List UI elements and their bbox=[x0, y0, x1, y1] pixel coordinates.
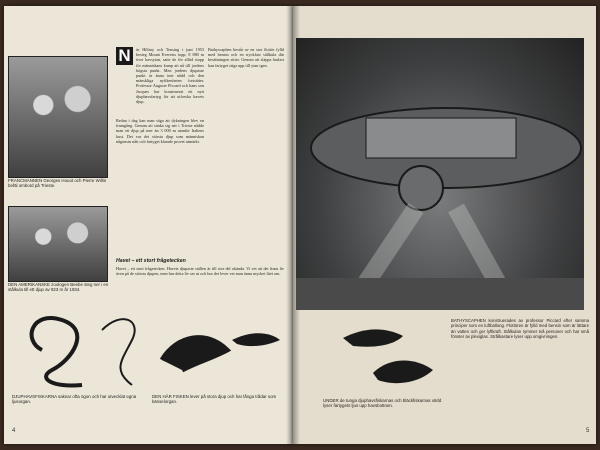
pressure-sphere bbox=[399, 166, 443, 210]
bathyscaphe-drawing bbox=[296, 38, 584, 310]
caption-amerikanske: DEN AMERIKANSKE zoologen Beebe steg ner i en stålkula till ett djup av 923 m år 1934. bbox=[8, 282, 109, 293]
anglerfish-1 bbox=[343, 329, 403, 346]
anglerfish-2 bbox=[373, 361, 433, 384]
page-number-right: 5 bbox=[586, 428, 590, 434]
caption-djuphavsfiskarna: DJUPHAVSFISKARNA saknar ofta ögon och har utvecklat egna ljusorgan. bbox=[12, 394, 137, 405]
sea-floor bbox=[296, 278, 584, 310]
hake-illustration bbox=[162, 338, 227, 370]
fish-illustration bbox=[102, 319, 135, 385]
small-fish-illustration bbox=[232, 333, 280, 346]
deep-sea-fish-illustrations bbox=[12, 300, 284, 392]
float-cutaway bbox=[366, 118, 516, 158]
drop-cap: N bbox=[116, 47, 133, 65]
eel-illustration bbox=[32, 318, 82, 386]
column-3-text: Bathyscaphen består av en stor flottör fylld med bensin och en tryckfast stålkula där besättningen sitter. Genom att släppa barlast kan fartyget stiga upp till ytan igen. bbox=[208, 47, 284, 68]
caption-deep-sea: UNDER de tunga djuphavsfiskarnas och bläckfiskarnas värld lyser fartygets ljus upp havsbottnen. bbox=[323, 398, 442, 409]
column-2-text: Redan i dag kan man säga att dykningen blev en framgång. Genom att sänka sig ner i Trieste nådde man ett djup på mer än 3 000 m utanför Italiens kust. Det var det största djup som människan någonsin nått och fartyget klarade provet utmärkt. bbox=[116, 118, 204, 144]
photo-amerikanske bbox=[8, 206, 108, 282]
photo-francmannen bbox=[8, 56, 108, 178]
caption-bathyscaphe: BATHYSCAPHEN konstruerades av professor Piccard efter samma principer som en luftballong. Flottören är fylld med bensin som är lättare än vatten och ger lyftkraft. Stålkulan rymmer två personer och har små fönster av plexiglas. Strålkastare lyser upp omgivningen. bbox=[451, 318, 589, 339]
column-1-text: är Hillary och Tensing i juni 1953 besteg Mount Everests topp, 8 880 m över havsytan, satte de för alltid stopp för människans kamp att nå till jordens högsta punkt. Men jordens djupaste punkt är ännu inte nådd och den mänskliga nyfikenheten fortsätter. Professor Auguste Piccard och hans son Jacques har konstruerat ett nytt djuphavsfartyg för att utforska havets djup. bbox=[136, 47, 204, 105]
caption-hake: DEN HÄR FISKEN lever på stora djup och har långa trådar som känselorgan. bbox=[152, 394, 277, 405]
caption-francmannen: FRANCMANNEN Georges Houot och Pierre Willm befäl ombord på Trieste. bbox=[8, 178, 107, 189]
heading-havet: Havet – ett stort frågetecken bbox=[116, 258, 186, 264]
page-number-left: 4 bbox=[12, 428, 16, 434]
anglerfish-illustrations bbox=[323, 318, 447, 396]
column-4-text: Havet – ett stort frågetecken. Havets djupaste ställen är till stor del okända. Vi vet att det finns liv även på de största djupen, men hur detta liv ser ut och hur det lever vet man ännu mycket litet om. bbox=[116, 266, 284, 277]
bathyscaphe-illustration bbox=[296, 38, 584, 310]
